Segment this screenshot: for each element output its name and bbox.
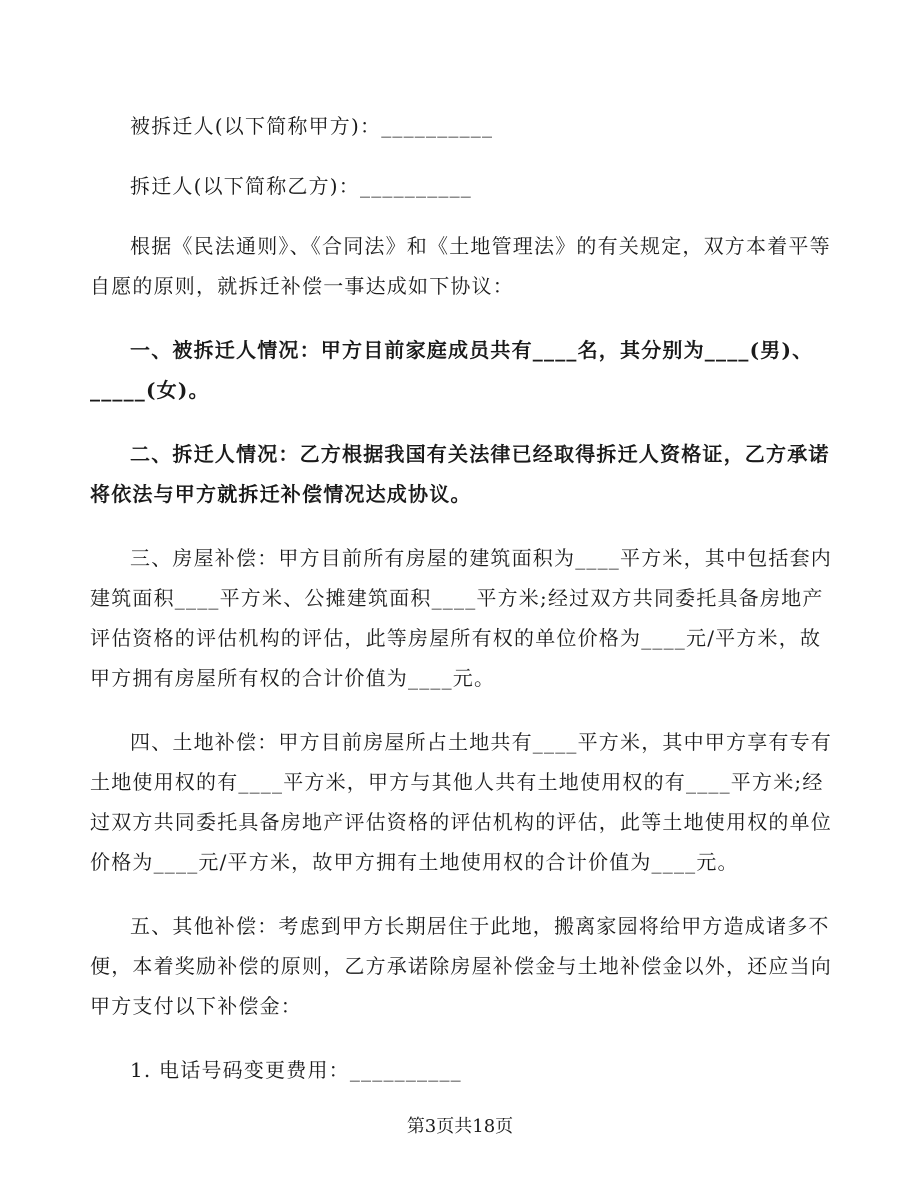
party-a-line: 被拆迁人(以下简称甲方)：__________ <box>130 114 494 138</box>
clause-3-paragraph: 三、房屋补偿：甲方目前所有房屋的建筑面积为____平方米，其中包括套内建筑面积____平方米、公摊建筑面积____平方米;经过双方共同委托具备房地产评估资格的评估机构的评估，此等房屋所有权的单位价格为____元/平方米，故甲方拥有房屋所有权的合计价值为____元。 <box>90 546 832 690</box>
party-b-line: 拆迁人(以下简称乙方)：__________ <box>130 174 473 198</box>
item-1-line: 1. 电话号码变更费用：__________ <box>130 1058 462 1082</box>
page-number-footer: 第3页共18页 <box>406 1116 514 1137</box>
preamble-paragraph: 根据《民法通则》、《合同法》和《土地管理法》的有关规定，双方本着平等自愿的原则，就拆迁补偿一事达成如下协议： <box>90 234 831 298</box>
clause-4-paragraph: 四、土地补偿：甲方目前房屋所占土地共有____平方米，其中甲方享有专有土地使用权的有____平方米，甲方与其他人共有土地使用权的有____平方米;经过双方共同委托具备房地产评估资格的评估机构的评估，此等土地使用权的单位价格为____元/平方米，故甲方拥有土地使用权的合计价值为____元。 <box>90 730 832 874</box>
clause-5-paragraph: 五、其他补偿：考虑到甲方长期居住于此地，搬离家园将给甲方造成诸多不便，本着奖励补偿的原则，乙方承诺除房屋补偿金与土地补偿金以外，还应当向甲方支付以下补偿金： <box>90 914 832 1018</box>
clause-1-paragraph: 一、被拆迁人情况：甲方目前家庭成员共有____名，其分别为____(男)、_____(女)。 <box>90 338 814 402</box>
clause-2-paragraph: 二、拆迁人情况：乙方根据我国有关法律已经取得拆迁人资格证，乙方承诺将依法与甲方就拆迁补偿情况达成协议。 <box>90 442 830 506</box>
